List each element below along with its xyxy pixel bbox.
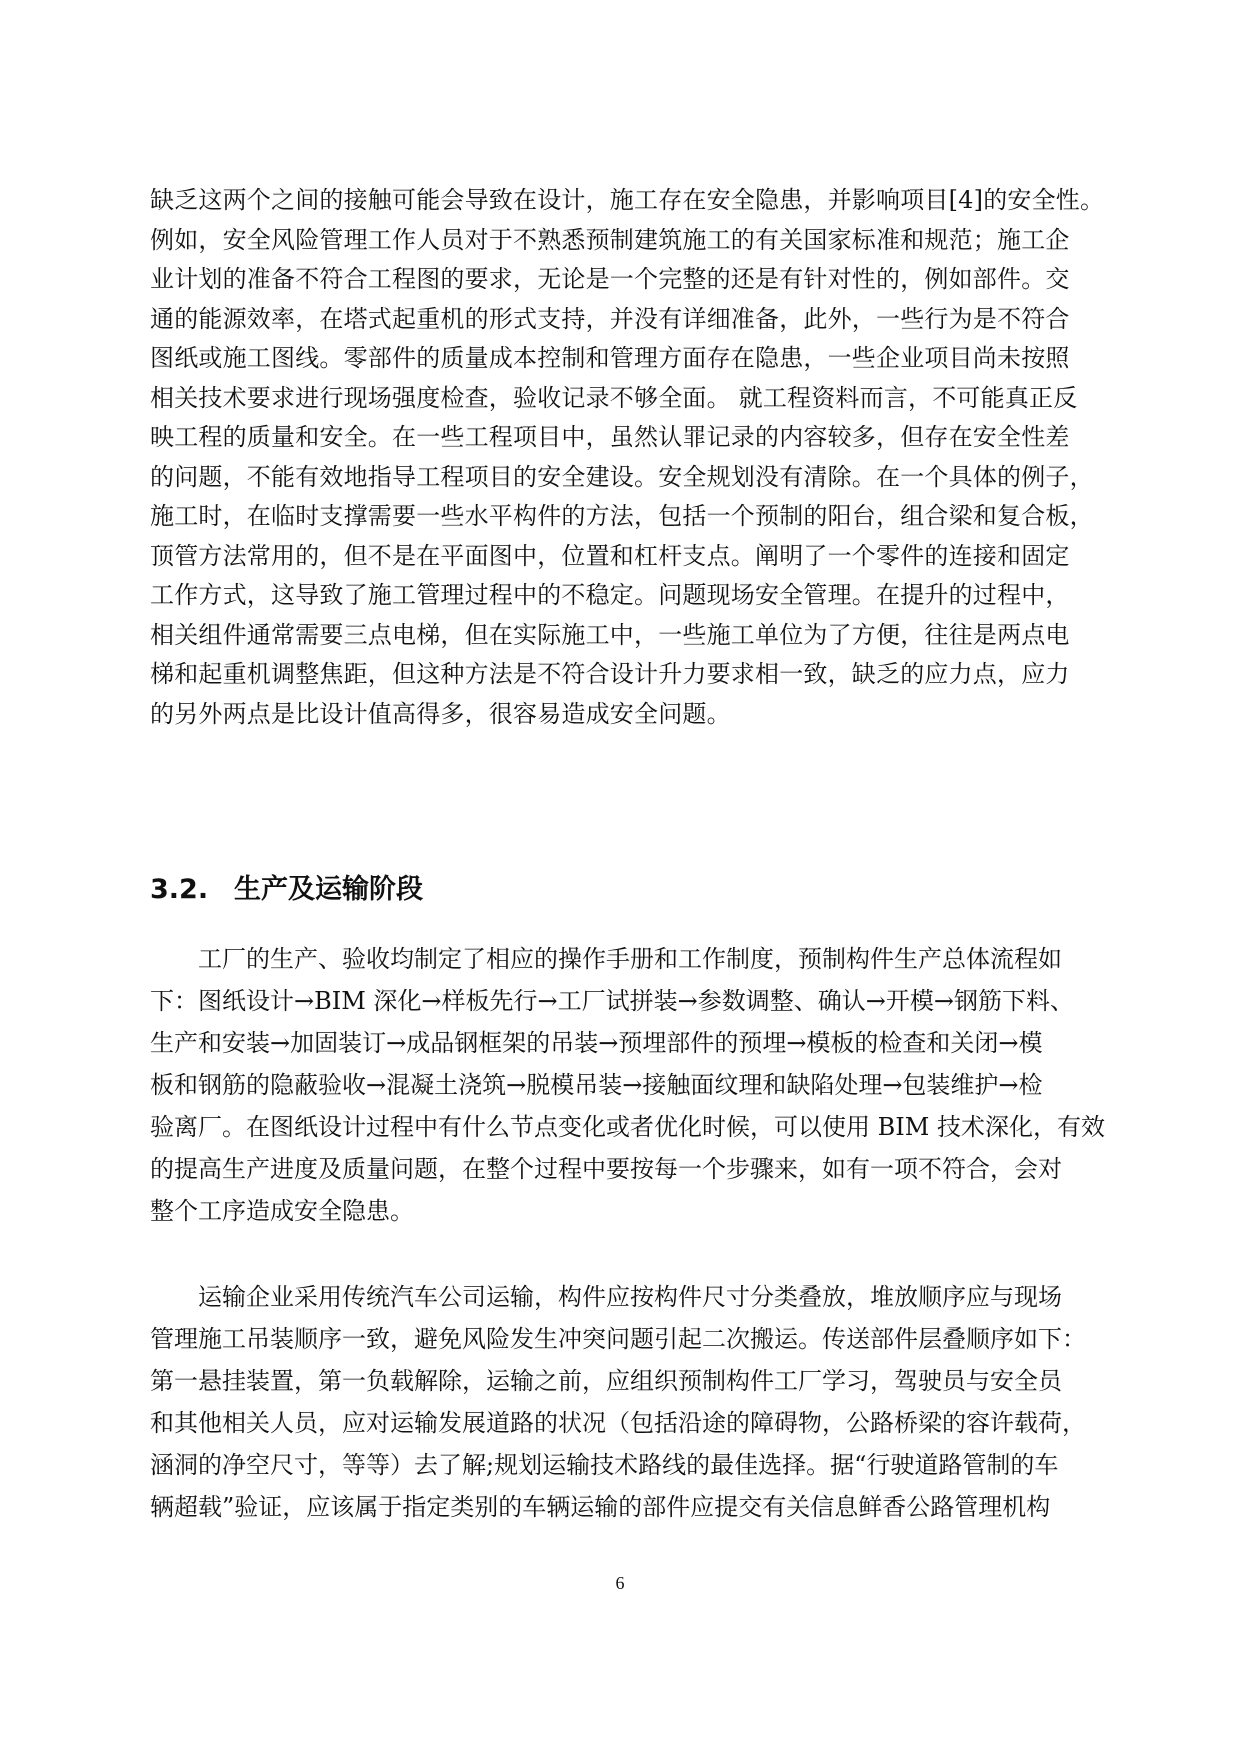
text-line: 涵洞的净空尺寸，等等）去了解;规划运输技术路线的最佳选择。据“行驶道路管制的车 [150,1451,1059,1479]
paragraph-continued [150,181,1110,734]
text-line: 下：图纸设计→BIM 深化→样板先行→工厂试拼装→参数调整、确认→开模→钢筋下料、 [150,987,1074,1015]
text-line: 缺乏这两个之间的接触可能会导致在设计，施工存在安全隐患，并影响项目[4]的安全性。 [150,186,1105,214]
paragraph-transport [150,1276,1110,1528]
text-line: 梯和起重机调整焦距，但这种方法是不符合设计升力要求相一致，缺乏的应力点，应力 [150,660,1070,688]
text-line: 通的能源效率，在塔式起重机的形式支持，并没有详细准备，此外，一些行为是不符合 [150,304,1070,333]
text-line: 图纸或施工图线。零部件的质量成本控制和管理方面存在隐患，一些企业项目尚未按照 [150,344,1070,372]
text-line: 和其他相关人员，应对运输发展道路的状况（包括沿途的障碍物，公路桥梁的容许载荷， [150,1409,1086,1437]
section-title: 生产及运输阶段 [234,874,423,905]
text-line: 板和钢筋的隐蔽验收→混凝土浇筑→脱模吊装→接触面纹理和缺陷处理→包装维护→检 [150,1071,1043,1099]
section-number: 3.2. [150,874,209,905]
text-line: 例如，安全风险管理工作人员对于不熟悉预制建筑施工的有关国家标准和规范；施工企 [150,225,1070,254]
paragraph-production [150,938,1110,1232]
text-line: 生产和安装→加固装订→成品钢框架的吊装→预埋部件的预埋→模板的检查和关闭→模 [150,1029,1043,1057]
text-line: 的问题，不能有效地指导工程项目的安全建设。安全规划没有清除。在一个具体的例子， [150,462,1094,491]
text-line: 相关技术要求进行现场强度检查，验收记录不够全面。 就工程资料而言，不可能真正反 [150,383,1078,412]
text-line: 的另外两点是比设计值高得多，很容易造成安全问题。 [150,699,731,728]
text-line: 工作方式，这导致了施工管理过程中的不稳定。问题现场安全管理。在提升的过程中， [150,581,1070,609]
page-number: 6 [615,1573,625,1593]
section-heading [150,872,423,908]
text-line: 相关组件通常需要三点电梯，但在实际施工中，一些施工单位为了方便，往往是两点电 [150,620,1070,649]
text-line: 顶管方法常用的，但不是在平面图中，位置和杠杆支点。阐明了一个零件的连接和固定 [150,541,1070,570]
text-line: 施工时，在临时支撑需要一些水平构件的方法，包括一个预制的阳台，组合梁和复合板， [150,502,1094,530]
text-line: 第一悬挂装置，第一负载解除，运输之前，应组织预制构件工厂学习，驾驶员与安全员 [150,1367,1062,1395]
text-line: 运输企业采用传统汽车公司运输，构件应按构件尺寸分类叠放，堆放顺序应与现场 [198,1283,1062,1311]
text-line: 业计划的准备不符合工程图的要求，无论是一个完整的还是有针对性的，例如部件。交 [150,265,1070,293]
text-line: 验离厂。在图纸设计过程中有什么节点变化或者优化时候，可以使用 BIM 技术深化，有效 [150,1113,1105,1141]
text-line: 整个工序造成安全隐患。 [150,1197,414,1225]
text-line: 映工程的质量和安全。在一些工程项目中，虽然认罪记录的内容较多，但存在安全性差 [150,423,1070,451]
text-line: 工厂的生产、验收均制定了相应的操作手册和工作制度，预制构件生产总体流程如 [198,945,1062,973]
text-line: 管理施工吊装顺序一致，避免风险发生冲突问题引起二次搬运。传送部件层叠顺序如下： [150,1325,1086,1353]
text-line: 辆超载”验证，应该属于指定类别的车辆运输的部件应提交有关信息鲜香公路管理机构 [150,1493,1051,1521]
text-line: 的提高生产进度及质量问题，在整个过程中要按每一个步骤来，如有一项不符合，会对 [150,1155,1062,1183]
